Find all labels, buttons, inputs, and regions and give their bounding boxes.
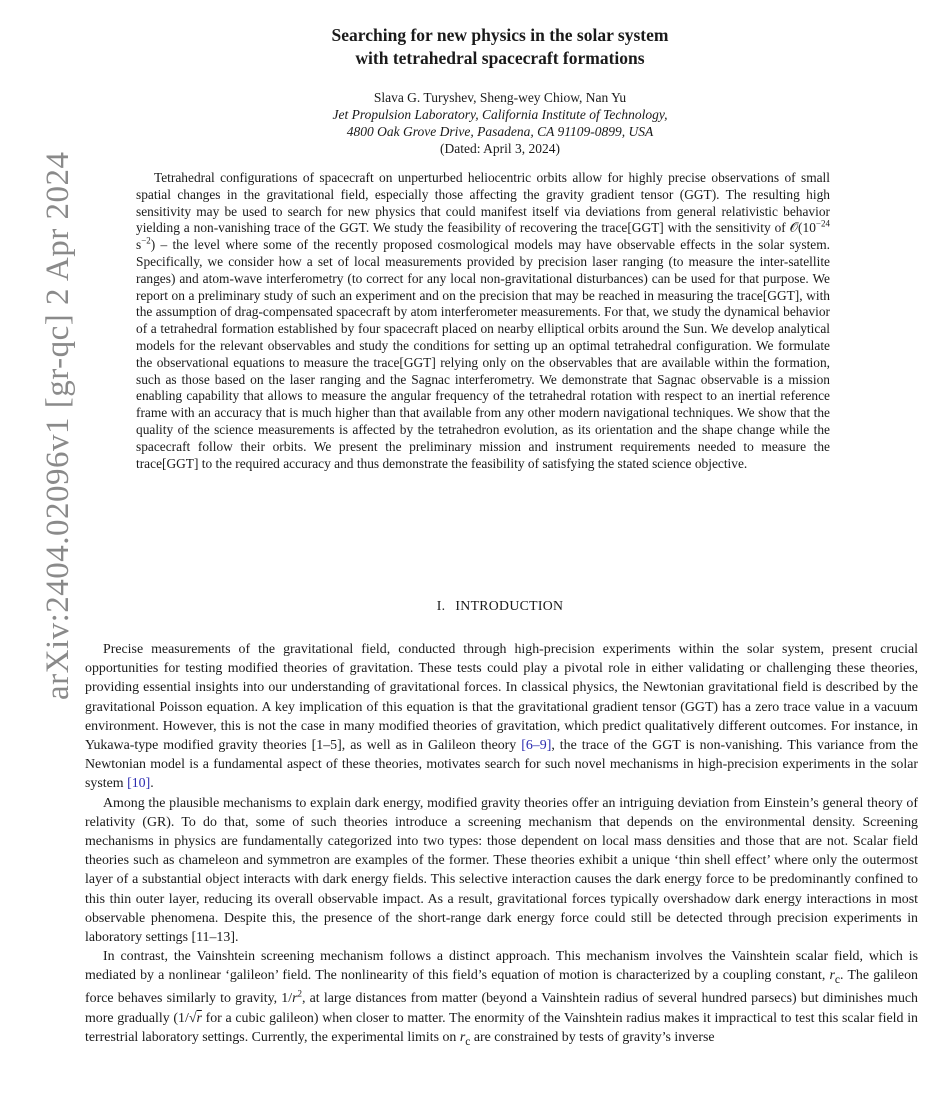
symbol-subscript-c: c — [465, 1034, 471, 1048]
paragraph-3 — [85, 947, 918, 1051]
section-number: I. — [436, 598, 446, 613]
citation-link-1-5[interactable]: [1–5] — [311, 738, 342, 754]
abstract — [136, 170, 830, 472]
affiliation-line-1: Jet Propulsion Laboratory, California Institute of Technology, — [332, 107, 668, 122]
date-line: (Dated: April 3, 2024) — [440, 141, 560, 156]
sensitivity-unit-exponent: −2 — [141, 235, 151, 246]
affiliation-line-2: 4800 Oak Grove Drive, Pasadena, CA 91109-0899, USA — [346, 124, 654, 139]
paragraph-3-text-b: . The galileon force behaves similarly to gravity, 1/ — [85, 968, 918, 1007]
paragraph-2 — [85, 794, 918, 948]
symbol-subscript-c: c — [834, 973, 841, 987]
arxiv-identifier-stamp: arXiv:2404.02096v1 [gr-qc] 2 Apr 2024 — [40, 151, 76, 700]
paragraph-1 — [85, 640, 918, 794]
paragraph-3-text-d: for a cubic galileon) when closer to matter. The enormity of the Vainshtein radius makes it impractical to test this scalar field in terrestrial laboratory settings. Currently, the experimental limits on — [85, 1010, 918, 1045]
paper-title — [200, 24, 800, 70]
citation-link-6-9[interactable]: [6–9] — [521, 738, 552, 754]
author-block — [200, 89, 800, 157]
paragraph-2-text-a: Among the plausible mechanisms to explain dark energy, modified gravity theories offer an intriguing deviation from Einstein’s general theory of relativity (GR). To do that, some of such theories introduce a screening mechanism that depends on the environmental density. Screening mechanisms in physics are fundamentally categorized into two types: those dependent on local mass densities and those that are not. Scalar field theories such as chameleon and symmetron are examples of the former. These theories exhibit a unique ‘thin shell effect’ where only the outermost layer of a substantial object interacts with dark energy fields. This selective interaction causes the dark energy force to be predominantly confined to this thin outer layer, reducing its overall observable impact. As a result, gravitational forces typically overshadow dark energy interactions in most observable phenomena. Despite this, the presence of the short-range dark energy force could still be detected through precision experiments in laboratory settings — [85, 795, 918, 946]
paragraph-1-text-b: , as well as in Galileon theory — [341, 738, 522, 754]
symbol-r: r — [292, 991, 298, 1007]
paragraph-1-text-d: . — [150, 776, 154, 792]
introduction-body — [85, 640, 918, 1051]
paragraph-2-text-b: . — [234, 930, 239, 946]
symbol-sqrt-r: r — [196, 1010, 202, 1026]
paragraph-3-text-e: are constrained by tests of gravity’s inverse — [470, 1029, 715, 1045]
sensitivity-unit: s — [136, 237, 142, 253]
paragraph-3-text-c: , at large distances from matter (beyond a Vainshtein radius of several hundred parsecs) but diminishes much more gradually (1/√ — [85, 991, 918, 1026]
sensitivity-exponent: −24 — [815, 218, 830, 229]
symbol-r: r — [829, 968, 835, 984]
abstract-text-2: – the level where some of the recently proposed cosmological models may have observable effects in the solar system. Specifically, we consider how a set of local measurements provided by precision laser ranging (to measure the inter-satellite ranges) and atom-wave interferometry (to correct for any local non-gravitational disturbances) can be used for that purpose. We report on a preliminary study of such an experiment and on the precision that may be reached in measuring the trace[GGT], with the assumption of drag-compensated spacecraft by atom interferometer measurements. For that, we study the dynamical behavior of a tetrahedral formation established by four spacecraft placed on nearby elliptical orbits around the Sun. We develop analytical models for the relevant observables and study the conditions for setting up an optimal tetrahedral configuration. We formulate the observational equations to measure the trace[GGT] relying only on the observables that are available within the formation, such as those based on the laser ranging and the Sagnac interferometry. We demonstrate that Sagnac observable is a mission enabling capability that allows to measure the angular frequency of the tetrahedral rotation with respect to an inertial reference frame with an accuracy that is much higher than that available from any other modern navigational techniques. We show that the quality of the science measurements is affected by the tetrahedron evolution, as its orientation and the shape change while the spacecraft follow their orbits. We present the preliminary mission and instrument requirements needed to measure the trace[GGT] to the required accuracy and thus demonstrate the feasibility of satisfying the stated science objective. — [136, 237, 830, 471]
symbol-exponent: 2 — [297, 988, 302, 999]
sensitivity-base: 𝒪(10 — [789, 220, 816, 236]
title-line-1: Searching for new physics in the solar system — [331, 25, 669, 45]
abstract-text-1: Tetrahedral configurations of spacecraft on unperturbed heliocentric orbits allow for highly precise observations of small spatial changes in the gravitational field, especially those affecting the gravity gradient tensor (GGT). The resulting high sensitivity may be used to search for new physics that could manifest itself via deviations from general relativistic behavior yielding a non-vanishing trace of the GGT. We study the feasibility of recovering the trace[GGT] with the sensitivity of — [136, 170, 830, 236]
paragraph-1-text-a: Precise measurements of the gravitational field, conducted through high-precision experiments within the solar system, present crucial opportunities for testing modified theories of gravitation. These tests could play a pivotal role in either validating or challenging these theories, providing essential insights into our understanding of gravitational forces. In classical physics, the Newtonian gravitational field is described by the gravitational Poisson equation. A key implication of this equation is that the gravitational gradient tensor (GGT) has a zero trace value in a vacuum environment. However, this is not the case in many modified theories of gravitation, which predict qualitatively different outcomes. For instance, in Yukawa-type modified gravity theories — [85, 642, 918, 754]
title-line-2: with tetrahedral spacecraft formations — [355, 48, 645, 68]
section-heading-introduction — [200, 598, 800, 614]
symbol-r: r — [459, 1029, 466, 1045]
author-names: Slava G. Turyshev, Sheng-wey Chiow, Nan Yu — [373, 90, 627, 105]
citation-link-11-13[interactable]: [11–13] — [191, 930, 235, 946]
paragraph-1-text-c: , the trace of the GGT is non-vanishing. This variance from the Newtonian model is a fundamental aspect of these theories, motivates search for such novel mechanisms in high-precision experiments in the solar system — [85, 738, 918, 792]
citation-link-10[interactable]: [10] — [127, 776, 151, 792]
paragraph-3-text-a: In contrast, the Vainshtein screening mechanism follows a distinct approach. This mechanism involves the Vainshtein scalar field, which is mediated by a nonlinear ‘galileon’ field. The nonlinearity of this field’s equation of motion is characterized by a coupling constant, — [85, 949, 918, 984]
sensitivity-close: ) — [150, 237, 156, 253]
section-title: INTRODUCTION — [455, 598, 564, 613]
